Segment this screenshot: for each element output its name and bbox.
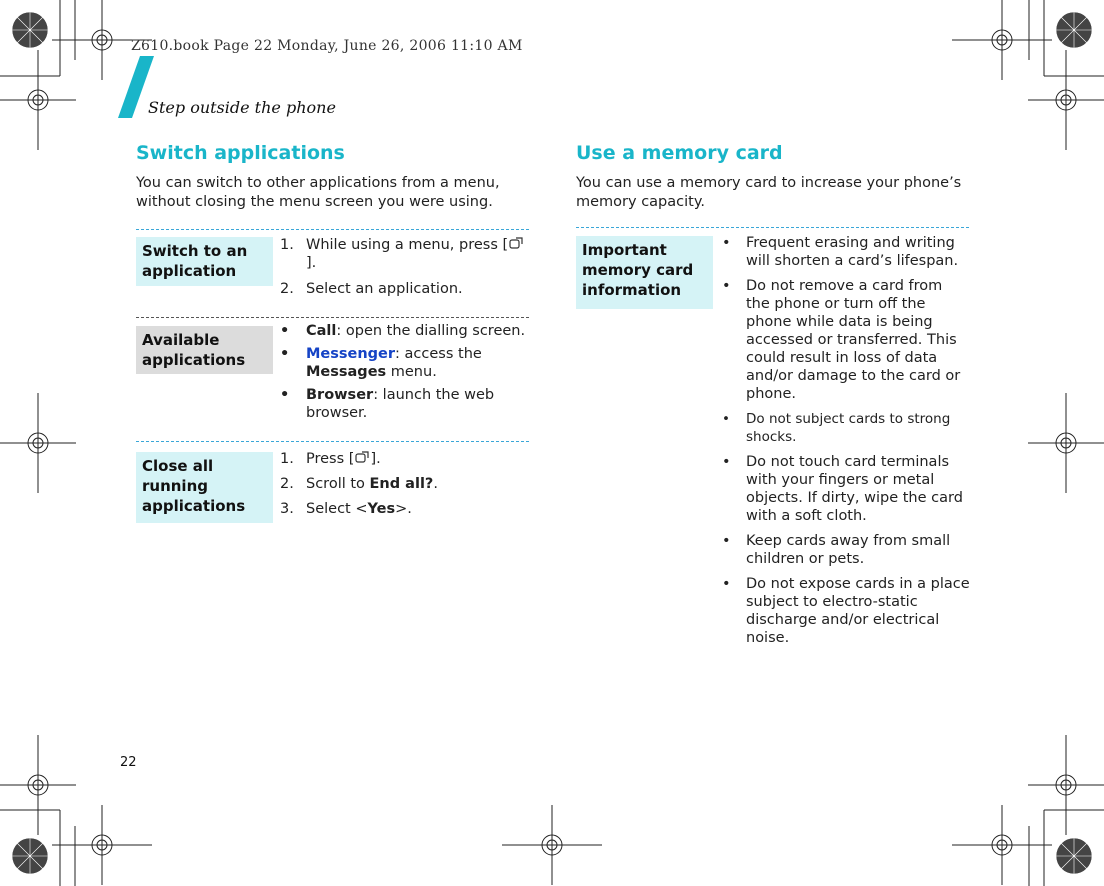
list-item: • Keep cards away from small children or pets. — [722, 533, 951, 567]
memory-card-tips — [720, 234, 970, 654]
step: 1. Press [ ]. — [280, 451, 381, 467]
divider — [136, 441, 529, 442]
divider — [576, 227, 969, 228]
page-number: 22 — [120, 755, 137, 770]
list-item: • Do not remove a card from the phone or turn off the phone while data is being accessed or transferred. This could result in loss of data and/or damage to the card or phone. — [722, 278, 961, 402]
list-item: • Messenger: access the Messages menu. — [280, 346, 482, 380]
section-label: Available applications — [136, 326, 273, 374]
list-item: • Do not touch card terminals with your fingers or metal objects. If dirty, wipe the card with a soft cloth. — [722, 454, 963, 524]
list-item: • Do not expose cards in a place subject to electro-static discharge and/or electrical noise. — [722, 576, 970, 646]
divider — [136, 229, 529, 230]
multitask-key-icon — [508, 237, 524, 251]
section-label: Switch to an application — [136, 237, 273, 286]
step: 3. Select <Yes>. — [280, 501, 412, 517]
right-intro: You can use a memory card to increase your phone’s memory capacity. — [576, 175, 962, 210]
list-item: • Call: open the dialling screen. — [280, 323, 526, 339]
switch-steps — [280, 236, 528, 298]
step: 1. While using a menu, press []. — [280, 236, 528, 272]
divider — [136, 317, 529, 318]
right-title: Use a memory card — [576, 142, 783, 164]
left-intro: You can switch to other applications from a menu, without closing the menu screen you were using. — [136, 175, 500, 210]
left-title: Switch applications — [136, 142, 345, 164]
app-list — [280, 322, 530, 422]
step: 2. Select an application. — [280, 281, 463, 297]
running-title: Step outside the phone — [148, 98, 336, 117]
list-item: • Browser: launch the web browser. — [280, 387, 495, 421]
step: 2. Scroll to End all?. — [280, 476, 438, 492]
book-info-line: Z610.book Page 22 Monday, June 26, 2006 11:10 AM — [131, 38, 523, 54]
list-item: • Frequent erasing and writing will shorten a card’s lifespan. — [722, 235, 959, 269]
close-steps — [280, 450, 528, 518]
multitask-key-icon — [354, 451, 370, 465]
section-label: Important memory card information — [576, 236, 713, 309]
list-item: • Do not subject cards to strong shocks. — [722, 411, 951, 445]
section-label: Close all running applications — [136, 452, 273, 523]
